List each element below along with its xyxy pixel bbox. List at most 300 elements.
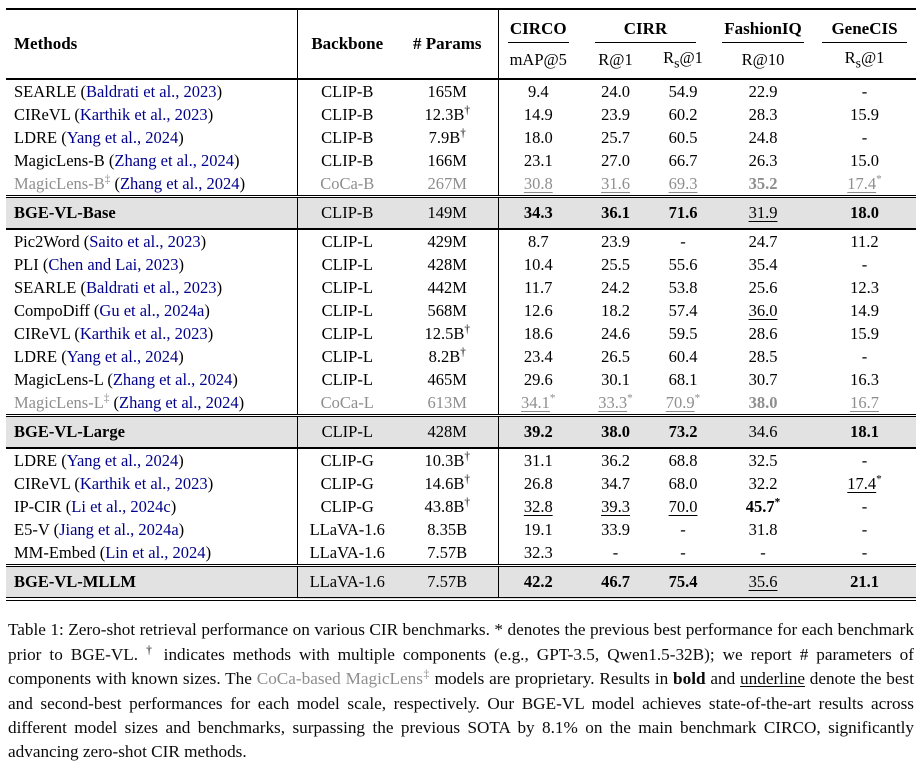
backbone-header-label: Backbone — [311, 34, 384, 54]
metric-value-cell — [498, 126, 578, 149]
params-value: 428M — [427, 254, 467, 274]
backbone-cell: CLIP-L — [321, 231, 373, 251]
metric-value: - — [680, 542, 686, 562]
group-header-fashioniq — [713, 9, 813, 43]
col-header-backbone — [297, 9, 397, 79]
metric-value: 60.2 — [668, 104, 698, 124]
metric-value: 60.5 — [668, 127, 698, 147]
metric-value-cell — [653, 472, 713, 495]
metric-header: $R_s@1$ — [653, 43, 713, 79]
method-cell: MagicLens-B‡ (Zhang et al., 2024) — [6, 172, 297, 197]
metric-value: 9.4 — [527, 81, 549, 101]
params-cell — [397, 368, 498, 391]
citation-link[interactable]: Chen and Lai, 2023 — [48, 254, 179, 274]
metric-value: 19.1 — [523, 519, 553, 539]
metric-value-cell — [813, 322, 916, 345]
method-name: MagicLens-L‡ — [14, 392, 110, 412]
params-value: 149M — [427, 203, 467, 223]
method-name: SEARLE — [14, 81, 77, 101]
metric-value-cell — [813, 518, 916, 541]
metric-value-cell — [713, 541, 813, 566]
params-value: 428M — [427, 422, 467, 442]
metric-value-cell — [813, 299, 916, 322]
backbone-cell: CLIP-L — [321, 300, 373, 320]
metric-value: 42.2 — [523, 572, 553, 592]
citation-link[interactable]: Baldrati et al., 2023 — [85, 277, 217, 297]
method-name: PLI — [14, 254, 39, 274]
backbone-cell: CLIP-L — [321, 277, 373, 297]
params-cell — [397, 518, 498, 541]
metric-value-cell — [653, 345, 713, 368]
table-row — [6, 322, 916, 345]
metric-value-cell — [653, 103, 713, 126]
params-cell: 7.9B† — [397, 126, 498, 149]
metric-value: 33.3 — [598, 392, 628, 412]
group-header-cirr — [578, 9, 713, 43]
metric-value-cell: 34.1* — [521, 392, 556, 412]
metric-value: 39.2 — [523, 422, 553, 442]
metric-value: - — [861, 127, 868, 147]
metric-value: 16.3 — [850, 369, 879, 389]
metric-value-cell — [813, 79, 916, 103]
metric-value-cell — [653, 197, 713, 230]
metric-value-cell: 33.3* — [598, 392, 633, 412]
metric-value-cell — [578, 472, 653, 495]
metric-value: 24.2 — [601, 277, 630, 297]
metric-value: 30.1 — [601, 369, 630, 389]
params-cell — [397, 172, 498, 197]
genecis-label: GeneCIS — [822, 19, 907, 43]
method-name: CIReVL — [14, 104, 71, 124]
citation-link[interactable]: Saito et al., 2023 — [89, 231, 201, 251]
metric-value-cell — [498, 368, 578, 391]
metric-value-cell — [813, 495, 916, 518]
metric-value: 14.9 — [523, 104, 553, 124]
metric-value: 36.2 — [601, 450, 630, 470]
table-row-ours — [6, 566, 916, 600]
params-cell: 12.3B† — [397, 103, 498, 126]
metric-value: 28.5 — [748, 346, 778, 366]
caption-segment: underline — [740, 669, 805, 689]
citation-link[interactable]: Karthik et al., 2023 — [79, 473, 208, 493]
table-row — [6, 541, 916, 566]
backbone-cell: CLIP-G — [320, 450, 374, 470]
metric-value: 75.4 — [668, 572, 698, 592]
metric-value-cell — [578, 253, 653, 276]
table-row — [6, 103, 916, 126]
metric-value-cell — [813, 566, 916, 600]
backbone-cell: CLIP-B — [321, 104, 374, 124]
metric-value-cell — [713, 253, 813, 276]
method-name: LDRE — [14, 346, 58, 366]
metric-value: 15.0 — [850, 150, 879, 170]
params-cell: 14.6B† — [397, 472, 498, 495]
table-row — [6, 276, 916, 299]
params-value: 429M — [427, 231, 467, 251]
method-cell: CIReVL (Karthik et al., 2023) — [6, 322, 297, 345]
metric-value-cell — [813, 416, 916, 449]
metric-value: 23.4 — [523, 346, 553, 366]
backbone-cell: CLIP-L — [321, 346, 373, 366]
method-name: MagicLens-L — [14, 369, 104, 389]
params-value: 613M — [427, 392, 467, 412]
metric-value-cell — [813, 368, 916, 391]
citation-link[interactable]: Zhang et al., 2024 — [119, 173, 240, 193]
metric-value-cell — [653, 322, 713, 345]
table-row — [6, 391, 916, 416]
metric-value: - — [861, 450, 868, 470]
metric-value: 31.9 — [748, 203, 778, 223]
metric-value: 59.5 — [668, 323, 698, 343]
method-name: LDRE — [14, 450, 58, 470]
table-row — [6, 149, 916, 172]
metric-value: 23.9 — [601, 104, 630, 124]
backbone-cell: CLIP-L — [297, 416, 397, 449]
metric-value: 73.2 — [668, 422, 698, 442]
params-cell: 8.2B† — [397, 345, 498, 368]
metric-value: - — [612, 542, 619, 562]
metric-value-cell — [653, 541, 713, 566]
method-name: LDRE — [14, 127, 58, 147]
metric-value-cell — [578, 276, 653, 299]
metric-value-cell — [713, 197, 813, 230]
citation-link[interactable]: Zhang et al., 2024 — [114, 150, 234, 170]
metric-value: 30.7 — [748, 369, 778, 389]
metric-value: 15.9 — [850, 104, 879, 124]
table-row-ours — [6, 197, 916, 230]
method-name: CIReVL — [14, 473, 71, 493]
citation-link[interactable]: Jiang et al., 2024a — [59, 519, 179, 539]
metric-value-cell — [578, 322, 653, 345]
table-row — [6, 495, 916, 518]
table-row — [6, 345, 916, 368]
metric-value-cell — [653, 495, 713, 518]
metric-value: 18.1 — [850, 422, 879, 442]
table-row — [6, 79, 916, 103]
metric-value-cell: 70.9* — [665, 392, 701, 412]
method-cell: CIReVL (Karthik et al., 2023) — [6, 103, 297, 126]
params-value: 267M — [427, 173, 467, 193]
metric-value-cell — [498, 172, 578, 197]
method-cell: IP-CIR (Li et al., 2024c) — [6, 495, 297, 518]
metric-value: 39.3 — [601, 496, 630, 516]
caption-segment: ‡ — [422, 667, 430, 681]
caption-segment: denote the best and second-best performances for each model scale, respectively. Our BGE-VL model achieves state-of-the-art results across different model sizes and benchmarks, surpassing the previous SOTA by 8.1% on the main benchmark CIRCO, significantly advancing zero-shot CIR methods. — [8, 669, 914, 762]
params-cell — [397, 79, 498, 103]
metric-value: 30.8 — [523, 173, 553, 193]
metric-value-cell — [653, 368, 713, 391]
metric-value: 34.1 — [521, 392, 550, 412]
metric-value: 18.2 — [601, 300, 630, 320]
metric-value: 35.4 — [748, 254, 778, 274]
metric-header: R@10 — [713, 43, 813, 79]
caption-segment: models are proprietary. Results in — [429, 669, 674, 689]
backbone-cell: CLIP-G — [320, 496, 374, 516]
method-cell: Pic2Word (Saito et al., 2023) — [6, 229, 297, 253]
caption-segment: and — [705, 669, 741, 689]
metric-value: 25.7 — [601, 127, 630, 147]
metric-value: 57.4 — [668, 300, 698, 320]
backbone-cell: CLIP-L — [321, 323, 373, 343]
params-value: 568M — [427, 300, 467, 320]
backbone-cell: CoCa-L — [320, 392, 374, 412]
metric-value-cell — [498, 79, 578, 103]
metric-value-cell — [498, 541, 578, 566]
metric-header: mAP@5 — [498, 43, 578, 79]
metric-value-cell — [578, 149, 653, 172]
method-cell: SEARLE (Baldrati et al., 2023) — [6, 79, 297, 103]
params-value: 43.8B — [424, 496, 465, 516]
metric-value: - — [680, 519, 686, 539]
citation-link[interactable]: Lin et al., 2024 — [105, 542, 206, 562]
metric-value-cell — [713, 229, 813, 253]
metric-value: 34.7 — [601, 473, 630, 493]
metric-value-cell — [578, 126, 653, 149]
metric-value-cell — [498, 253, 578, 276]
citation-link[interactable]: Baldrati et al., 2023 — [85, 81, 217, 101]
params-cell — [397, 416, 498, 449]
metric-value: 29.6 — [523, 369, 553, 389]
metric-value: 66.7 — [668, 150, 698, 170]
metric-value-cell — [653, 172, 713, 197]
metric-value: 17.4 — [847, 173, 877, 193]
metric-value-cell — [498, 149, 578, 172]
metric-value-cell — [713, 103, 813, 126]
table-row — [6, 253, 916, 276]
metric-value-cell — [578, 229, 653, 253]
citation-link[interactable]: Li et al., 2024c — [71, 496, 171, 516]
metric-value: 25.6 — [748, 277, 778, 297]
metric-value: 31.8 — [748, 519, 778, 539]
metric-value: 36.0 — [748, 300, 778, 320]
metric-header: R@1 — [578, 43, 653, 79]
metric-value: 45.7 — [745, 496, 775, 516]
citation-link[interactable]: Yang et al., 2024 — [66, 450, 179, 470]
params-cell — [397, 197, 498, 230]
metric-value: 26.5 — [601, 346, 630, 366]
metric-value: - — [861, 496, 868, 516]
metric-value-cell — [813, 448, 916, 472]
method-cell: MagicLens-L (Zhang et al., 2024) — [6, 368, 297, 391]
metric-value: - — [861, 519, 868, 539]
metric-value: - — [861, 81, 868, 101]
metric-value-cell — [578, 79, 653, 103]
caption-segment: bold — [673, 669, 706, 689]
metric-value-cell — [653, 149, 713, 172]
metric-value: 34.6 — [748, 422, 778, 442]
params-header-label: # Params — [413, 34, 482, 54]
method-cell: PLI (Chen and Lai, 2023) — [6, 253, 297, 276]
backbone-cell: LLaVA-1.6 — [309, 519, 385, 539]
metric-value-cell — [578, 172, 653, 197]
metric-value-cell — [813, 541, 916, 566]
metric-value-cell — [713, 172, 813, 197]
metric-value: 12.6 — [523, 300, 553, 320]
metric-value-cell: 17.4* — [847, 173, 882, 193]
metric-value-cell — [713, 448, 813, 472]
citation-link[interactable]: Karthik et al., 2023 — [79, 323, 208, 343]
metric-value-cell — [713, 149, 813, 172]
method-cell: MM-Embed (Lin et al., 2024) — [6, 541, 297, 566]
metric-value-cell — [653, 126, 713, 149]
params-value: 165M — [427, 81, 467, 101]
metric-value-cell — [578, 448, 653, 472]
metric-value-cell — [713, 391, 813, 416]
metric-value-cell — [713, 518, 813, 541]
method-cell — [6, 197, 297, 230]
metric-value-cell — [578, 416, 653, 449]
method-name: MagicLens-B‡ — [14, 173, 111, 193]
metric-value: 32.2 — [748, 473, 778, 493]
metric-value: 70.0 — [668, 496, 698, 516]
table-header — [6, 9, 916, 79]
metric-value-cell — [653, 79, 713, 103]
backbone-cell: CLIP-G — [320, 473, 374, 493]
metric-value-cell — [498, 472, 578, 495]
metric-value-cell — [578, 299, 653, 322]
metric-value: 10.4 — [523, 254, 553, 274]
metric-value: 38.0 — [601, 422, 630, 442]
metric-value: 53.8 — [668, 277, 698, 297]
metric-value-cell — [498, 345, 578, 368]
metric-value-cell — [653, 253, 713, 276]
metric-value: 32.8 — [523, 496, 553, 516]
backbone-cell: CLIP-B — [321, 150, 374, 170]
citation-link[interactable]: Gu et al., 2024a — [99, 300, 205, 320]
metric-value-cell — [713, 416, 813, 449]
metric-value-cell — [813, 391, 916, 416]
metric-value-cell — [498, 518, 578, 541]
metric-value-cell — [813, 197, 916, 230]
method-name: SEARLE — [14, 277, 77, 297]
caption-segment: Table 1: Zero-shot retrieval performance on various CIR benchmarks. * denotes the previous best performance for each benchmark prior to BGE-VL. — [8, 620, 914, 664]
metric-value: 24.7 — [748, 231, 778, 251]
metric-value: 17.4 — [847, 473, 877, 493]
metric-value: 55.6 — [668, 254, 698, 274]
metric-value: 71.6 — [668, 203, 698, 223]
method-name: CIReVL — [14, 323, 71, 343]
params-value: 10.3B — [424, 450, 465, 470]
method-name: BGE-VL-MLLM — [14, 572, 136, 592]
metric-value: 24.0 — [601, 81, 630, 101]
metric-value-cell — [653, 229, 713, 253]
caption-segment: CoCa-based MagicLens — [256, 669, 423, 689]
params-cell: 10.3B† — [397, 448, 498, 472]
metric-value-cell — [653, 276, 713, 299]
params-value: 12.3B — [424, 104, 465, 124]
method-cell — [6, 566, 297, 600]
metric-value: 68.1 — [668, 369, 698, 389]
metric-value: - — [861, 254, 868, 274]
metric-value: 15.9 — [850, 323, 879, 343]
method-cell: MagicLens-B (Zhang et al., 2024) — [6, 149, 297, 172]
metric-value-cell — [653, 299, 713, 322]
metric-value: 69.3 — [668, 173, 698, 193]
metric-value-cell — [713, 472, 813, 495]
method-cell: CompoDiff (Gu et al., 2024a) — [6, 299, 297, 322]
backbone-cell: CLIP-L — [321, 369, 373, 389]
table-body — [6, 79, 916, 599]
metric-value: 28.6 — [748, 323, 778, 343]
citation-link[interactable]: Zhang et al., 2024 — [119, 392, 239, 412]
fashioniq-label: FashionIQ — [722, 19, 804, 43]
backbone-cell: CLIP-B — [321, 81, 374, 101]
caption-segment: indicates methods with multiple components (e.g., GPT-3.5, Qwen1.5-32B); we report # parameters of components with known sizes. The — [8, 644, 915, 689]
metric-value-cell — [578, 197, 653, 230]
method-name: BGE-VL-Large — [14, 422, 125, 442]
metric-value: 8.7 — [527, 231, 549, 251]
metric-value-cell — [498, 103, 578, 126]
metric-value: - — [760, 542, 766, 562]
metric-value-cell — [498, 448, 578, 472]
params-cell: 12.5B† — [397, 322, 498, 345]
metric-value: - — [861, 542, 868, 562]
backbone-cell: CoCa-B — [320, 173, 375, 193]
citation-link[interactable]: Yang et al., 2024 — [66, 127, 179, 147]
method-cell: LDRE (Yang et al., 2024) — [6, 448, 297, 472]
metric-value-cell — [498, 197, 578, 230]
backbone-cell: CLIP-L — [321, 254, 373, 274]
params-cell — [397, 391, 498, 416]
method-name: Pic2Word — [14, 231, 80, 251]
metric-value: 22.9 — [748, 81, 778, 101]
metric-value-cell — [498, 416, 578, 449]
metric-value-cell — [713, 345, 813, 368]
metric-value: 68.8 — [668, 450, 698, 470]
metric-value-cell — [498, 566, 578, 600]
citation-link[interactable]: Karthik et al., 2023 — [79, 104, 208, 124]
citation-link[interactable]: Zhang et al., 2024 — [112, 369, 233, 389]
metric-value: 18.6 — [523, 323, 553, 343]
circo-label: CIRCO — [508, 19, 570, 43]
metric-value-cell — [713, 79, 813, 103]
params-value: 8.2B — [428, 346, 461, 366]
metric-value-cell — [813, 253, 916, 276]
method-cell: CIReVL (Karthik et al., 2023) — [6, 472, 297, 495]
group-header-genecis — [813, 9, 916, 43]
metric-value-cell — [713, 126, 813, 149]
metric-value-cell — [813, 229, 916, 253]
metric-value-cell — [713, 368, 813, 391]
metric-value-cell — [813, 276, 916, 299]
metric-value-cell — [578, 541, 653, 566]
table-row — [6, 126, 916, 149]
metric-value-cell — [498, 322, 578, 345]
metric-value: 23.1 — [523, 150, 553, 170]
metric-value-cell — [653, 566, 713, 600]
metric-value: 23.9 — [601, 231, 630, 251]
params-value: 8.35B — [427, 519, 468, 539]
method-name: E5-V — [14, 519, 50, 539]
params-value: 12.5B — [424, 323, 465, 343]
method-name: MagicLens-B — [14, 150, 105, 170]
metric-value: 27.0 — [601, 150, 630, 170]
params-value: 7.9B — [428, 127, 461, 147]
metric-value: 35.6 — [748, 572, 778, 592]
citation-link[interactable]: Yang et al., 2024 — [66, 346, 179, 366]
params-cell — [397, 566, 498, 600]
methods-header-label: Methods — [14, 34, 78, 54]
metric-value-cell — [653, 448, 713, 472]
metric-value: 68.0 — [668, 473, 698, 493]
params-value: 7.57B — [427, 572, 468, 592]
params-value: 442M — [427, 277, 467, 297]
col-header-methods — [6, 9, 297, 79]
table-caption — [8, 618, 914, 765]
params-cell — [397, 541, 498, 566]
method-name: IP-CIR — [14, 496, 62, 516]
table-row — [6, 229, 916, 253]
